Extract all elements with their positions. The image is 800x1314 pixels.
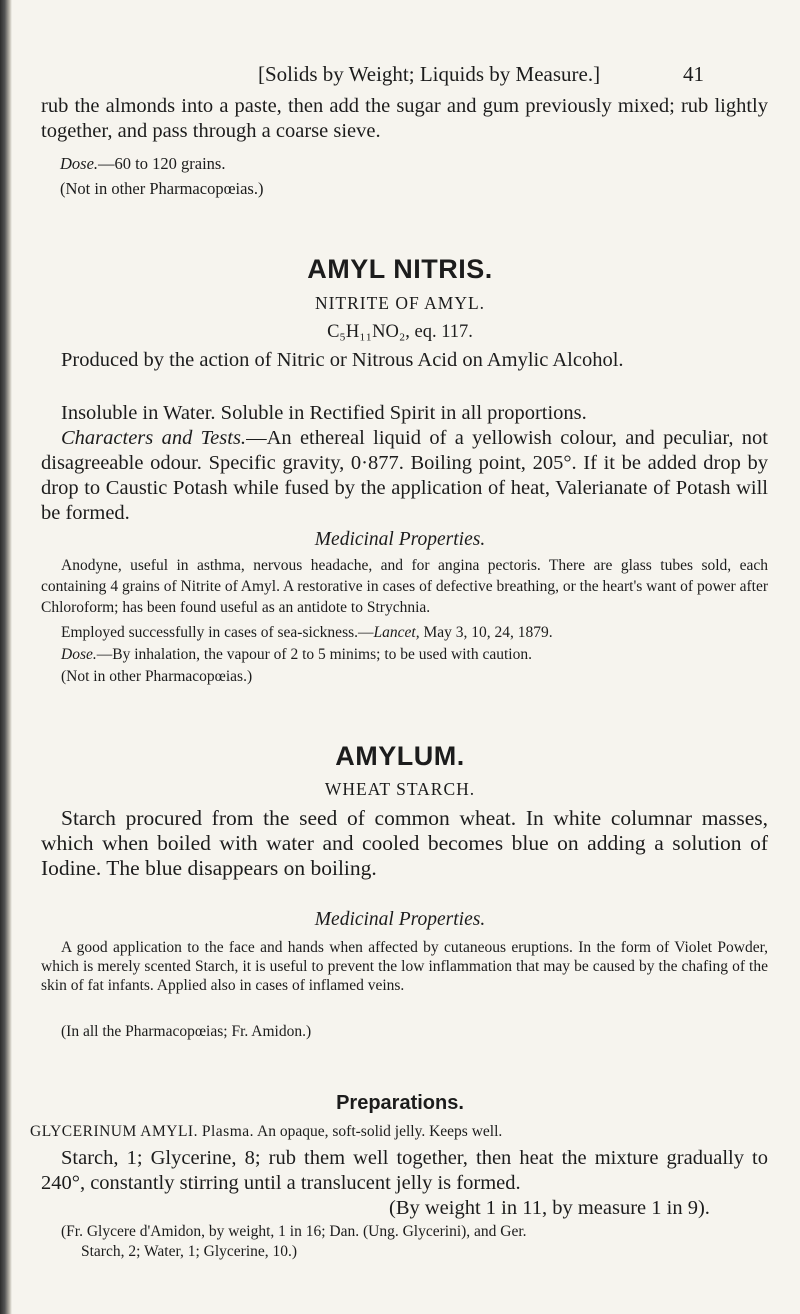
amylum-description: Starch procured from the seed of common wheat. In white columnar masses, which when boiled with water and cooled becomes blue on adding a solution of Iodine. The blue disappears on boiling. xyxy=(41,806,768,880)
preparation-foreign-line-2: Starch, 2; Water, 1; Glycerine, 10.) xyxy=(81,1243,298,1260)
preparation-title-line xyxy=(30,1121,757,1143)
amyl-nitris-dose xyxy=(41,644,768,665)
dose-value: —By inhalation, the vapour of 2 to 5 minims; to be used with caution. xyxy=(96,646,532,663)
intro-dose xyxy=(60,153,787,175)
amyl-nitris-produced: Produced by the action of Nitric or Nitrous Acid on Amylic Alcohol. xyxy=(61,349,624,371)
employed-dates: May 3, 10, 24, 1879. xyxy=(419,624,553,641)
preparation-method: Starch, 1; Glycerine, 8; rub them well together, then heat the mixture gradually to 240°, constantly stirring until a translucent jelly is formed. xyxy=(41,1147,768,1194)
amylum-title: AMYLUM. xyxy=(335,741,465,771)
preparation-ratio: (By weight 1 in 11, by measure 1 in 9). xyxy=(389,1197,710,1219)
dose-value: —60 to 120 grains. xyxy=(98,154,226,173)
employed-ref: Lancet, xyxy=(373,624,420,641)
preparation-foreign-line-1: (Fr. Glycere d'Amidon, by weight, 1 in 16; Dan. (Ung. Glycerini), and Ger. xyxy=(61,1223,527,1240)
running-title: [Solids by Weight; Liquids by Measure.] xyxy=(258,62,601,86)
preparation-name: GLYCERINUM AMYLI. xyxy=(30,1123,198,1140)
characters-label: Characters and Tests. xyxy=(61,427,247,449)
amyl-nitris-medicinal-heading: Medicinal Properties. xyxy=(314,529,486,550)
amyl-nitris-note: (Not in other Pharmacopœias.) xyxy=(61,668,253,685)
dose-label: Dose. xyxy=(60,154,99,173)
characters-text: —An ethereal liquid of a yellowish colour, and peculiar, not disagreeable odour. Specific gravity, 0·877. Boiling point, 205°. If it be added drop by drop to Caustic Potash while fused by the application of heat, Valerianate of Potash will be formed. xyxy=(41,427,768,524)
running-header xyxy=(0,62,800,90)
amyl-nitris-solubility: Insoluble in Water. Soluble in Rectified Spirit in all proportions. xyxy=(61,402,587,424)
amyl-nitris-title: AMYL NITRIS. xyxy=(307,254,493,284)
preparations-heading: Preparations. xyxy=(336,1092,464,1114)
amyl-nitris-characters xyxy=(41,426,768,526)
intro-paragraph: rub the almonds into a paste, then add the sugar and gum previously mixed; rub lightly together, and pass through a coarse sieve. xyxy=(41,95,768,142)
amylum-medicinal-heading: Medicinal Properties. xyxy=(314,909,486,930)
amylum-note: (In all the Pharmacopœias; Fr. Amidon.) xyxy=(61,1023,312,1040)
employed-text: Employed successfully in cases of sea-sickness.— xyxy=(61,624,374,641)
dose-label: Dose. xyxy=(61,646,97,663)
amyl-nitris-employed xyxy=(41,622,768,643)
amylum-medicinal-text: A good application to the face and hands when affected by cutaneous eruptions. In the form of Violet Powder, which is merely scented Starch, it is useful to prevent the low inflammation that may be caused by the chafing of the skin of fat infants. Applied also in cases of inflamed veins. xyxy=(41,939,768,994)
amyl-nitris-synonym: NITRITE OF AMYL. xyxy=(314,293,486,313)
amyl-nitris-medicinal-text: Anodyne, useful in asthma, nervous headache, and for angina pectoris. There are glass tubes sold, each containing 4 grains of Nitrite of Amyl. A restorative in cases of defective breathing, or the heart's want of power after Chloroform; has been found useful as an antidote to Strychnia. xyxy=(41,557,768,616)
amyl-nitris-formula: C₅H₁₁NO₂, eq. 117. xyxy=(327,322,473,342)
intro-note: (Not in other Pharmacopœias.) xyxy=(60,179,264,198)
preparation-desc: An opaque, soft-solid jelly. Keeps well. xyxy=(257,1123,503,1140)
page-number: 41 xyxy=(683,62,704,86)
amylum-synonym: WHEAT STARCH. xyxy=(324,779,476,799)
preparation-alias: Plasma. xyxy=(201,1123,255,1140)
page-binding-edge xyxy=(0,0,12,1314)
